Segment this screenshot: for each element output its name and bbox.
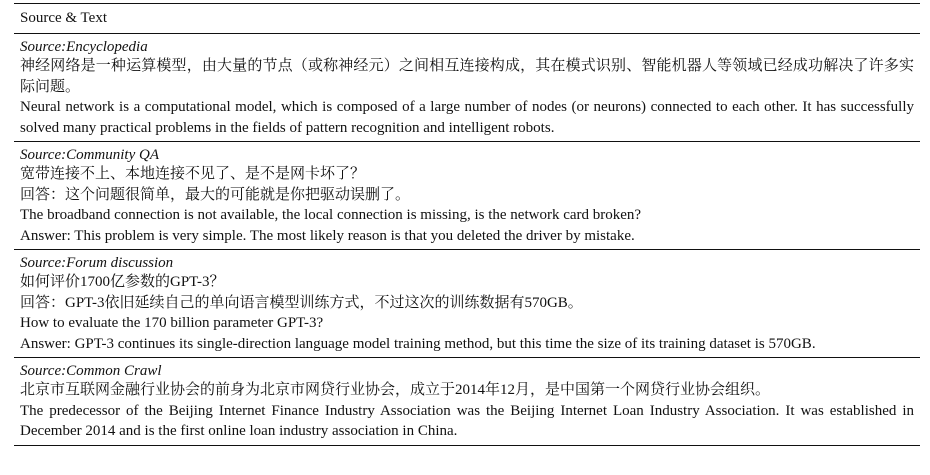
entry-encyclopedia [14,34,920,142]
chinese-answer: 回答：GPT-3依旧延续自己的单向语言模型训练方式，不过这次的训练数据有570GB。 [20,294,583,311]
english-question: How to evaluate the 170 billion parameter GPT-3? [20,315,324,331]
chinese-text: 神经网络是一种运算模型，由大量的节点（或称神经元）之间相互连接构成，其在模式识别、智能机器人等领域已经成功解决了许多实际问题。 [20,58,914,95]
entry-community-qa [14,142,920,250]
entry-forum-discussion [14,250,920,358]
source-text-table [14,3,920,446]
chinese-question: 如何评价1700亿参数的GPT-3？ [20,274,225,290]
english-question: The broadband connection is not available, the local connection is missing, is the network card broken? [20,207,642,223]
english-answer: Answer: GPT-3 continues its single-direction language model training method, but this time the size of its training dataset is 570GB. [20,335,816,352]
chinese-answer: 回答：这个问题很简单，最大的可能就是你把驱动误删了。 [20,186,411,203]
source-label: Source:Common Crawl [20,363,162,379]
table-header: Source & Text [14,4,920,34]
english-text: The predecessor of the Beijing Internet Finance Industry Association was the Beijing Internet Loan Industry Association. It was established in December 2014 and is the first online loan industry association in China. [20,402,914,439]
source-label: Source:Community QA [20,147,159,163]
source-label: Source:Forum discussion [20,255,174,271]
english-answer: Answer: This problem is very simple. The most likely reason is that you deleted the driver by mistake. [20,227,635,244]
source-label: Source:Encyclopedia [20,39,148,55]
entry-common-crawl [14,358,920,445]
chinese-question: 宽带连接不上、本地连接不见了、是不是网卡坏了？ [20,166,366,182]
chinese-text: 北京市互联网金融行业协会的前身为北京市网贷行业协会，成立于2014年12月，是中国第一个网贷行业协会组织。 [20,382,771,398]
english-text: Neural network is a computational model, which is composed of a large number of nodes (or neurons) connected to each other. It has successfully solved many practical problems in the fields of pattern recognition and intelligent robots. [20,99,914,136]
